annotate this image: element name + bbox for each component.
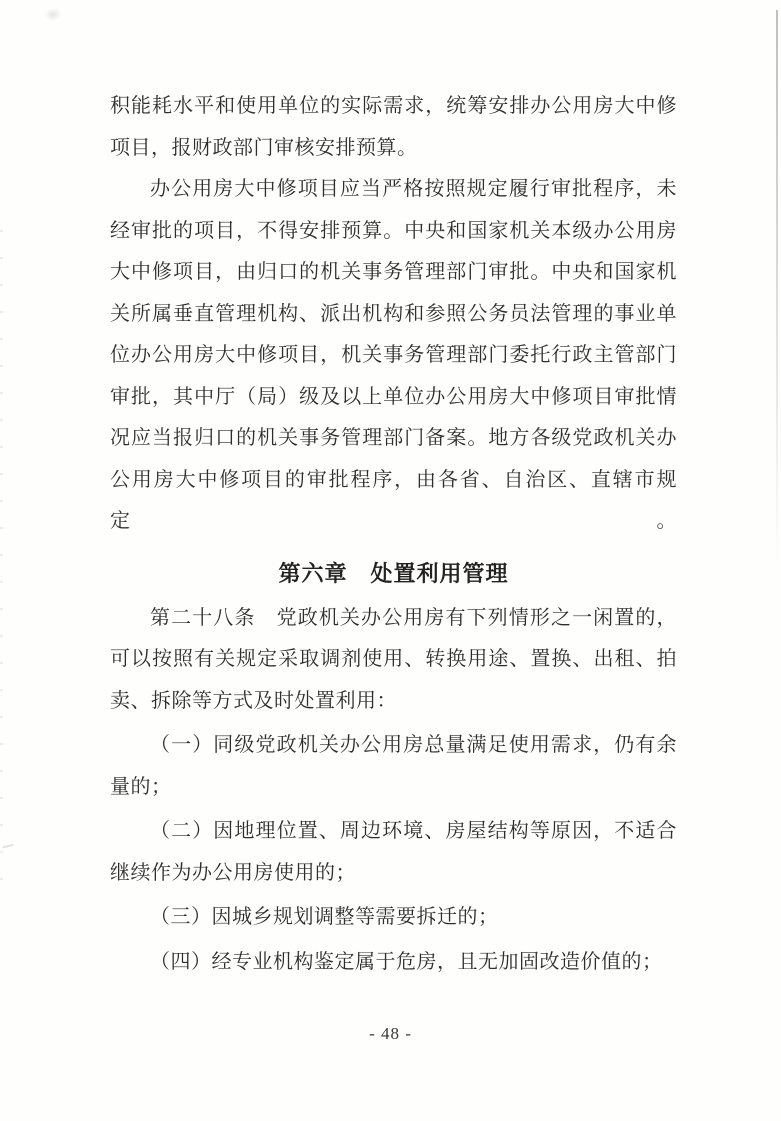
paragraph-repair-approval-line: 经审批的项目，不得安排预算。中央和国家机关本级办公用房 (110, 219, 677, 242)
scan-artifact-right-edge-line (776, 10, 778, 570)
paragraph-repair-approval-line: 大中修项目，由归口的机关事务管理部门审批。中央和国家机 (110, 261, 677, 283)
paragraph-repair-approval-line: 审批，其中厅（局）级及以上单位办公用房大中修项目审批情 (110, 385, 677, 408)
article-28-item-4-line: （四）经专业机构鉴定属于危房，且无加固改造价值的； (150, 950, 663, 973)
article-28-intro-line: 可以按照有关规定采取调剂使用、转换用途、置换、出租、拍 (110, 648, 677, 670)
article-28-item-1-line: 量的； (110, 775, 172, 798)
paragraph-repair-approval-line: 况应当报归口的机关事务管理部门备案。地方各级党政机关办 (110, 427, 677, 449)
paragraph-repair-approval-line: 位办公用房大中修项目，机关事务管理部门委托行政主管部门 (110, 344, 677, 366)
article-28-item-2-line: 继续作为办公用房使用的； (110, 861, 356, 884)
paragraph-budget-continuation-line: 项目，报财政部门审核安排预算。 (110, 136, 418, 159)
page-number: - 48 - (369, 1024, 412, 1043)
article-28-item-3 (110, 897, 677, 939)
article-28-item-2 (110, 811, 677, 894)
paragraph-repair-approval-line: 公用房大中修项目的审批程序，由各省、自治区、直辖市规定。 (110, 468, 677, 532)
scan-artifact-left-dash (2, 844, 14, 852)
article-28-item-1-line: （一）同级党政机关办公用房总量满足使用需求，仍有余 (150, 734, 677, 756)
scan-artifact-left-speckles (0, 230, 3, 880)
article-28-item-1 (110, 725, 677, 808)
paragraph-repair-approval (110, 169, 677, 532)
article-28-intro (110, 598, 677, 723)
scan-artifact-corner-smudge (43, 7, 63, 22)
chapter-6-heading (110, 553, 677, 595)
paragraph-budget-continuation-line: 积能耗水平和使用单位的实际需求，统筹安排办公用房大中修 (110, 95, 677, 117)
article-28-item-2-line: （二）因地理位置、周边环境、房屋结构等原因，不适合 (150, 820, 677, 842)
article-28-item-4 (110, 942, 677, 984)
paragraph-budget-continuation (110, 86, 677, 169)
article-28-intro-line: 第二十八条 党政机关办公用房有下列情形之一闲置的， (150, 606, 677, 629)
paragraph-repair-approval-line: 关所属垂直管理机构、派出机构和参照公务员法管理的事业单 (110, 302, 677, 325)
chapter-6-heading-line: 第六章 处置利用管理 (278, 561, 509, 586)
article-28-intro-line: 卖、拆除等方式及时处置利用： (110, 689, 397, 712)
document-body (110, 86, 677, 983)
article-28-item-3-line: （三）因城乡规划调整等需要拆迁的； (150, 906, 499, 928)
paragraph-repair-approval-line: 办公用房大中修项目应当严格按照规定履行审批程序，未 (150, 178, 677, 200)
